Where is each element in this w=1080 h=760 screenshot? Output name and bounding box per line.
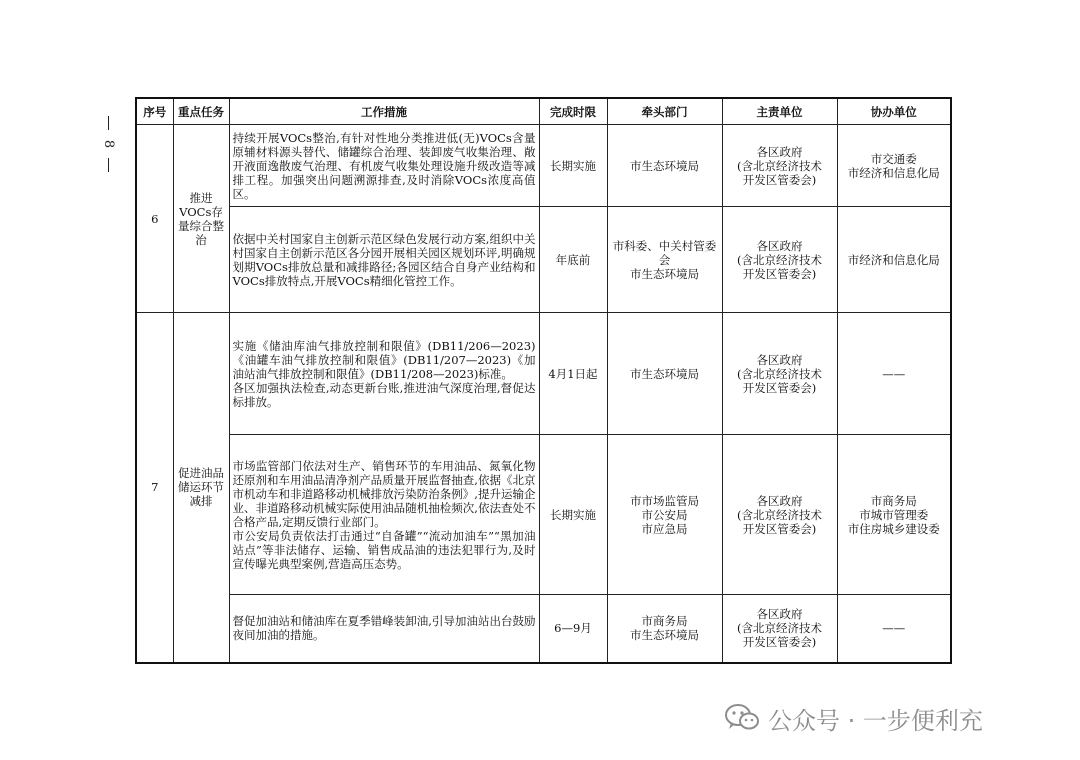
work-measure — [229, 595, 539, 663]
assisting-unit — [837, 435, 951, 595]
table-row — [136, 313, 951, 435]
main-line: 各区政府 — [756, 607, 803, 622]
measure-paragraph: 市场监管部门依法对生产、销售环节的车用油品、氮氧化物还原剂和车用油品清净剂产品质量开展监督抽查,依据《北京市机动车和非道路移动机械排放污染防治条例》,提升运输企业、非道路移动机械实际使用油品随机抽检频次,依法查处不合格产品,定期反馈行业部门。 — [232, 458, 536, 529]
assisting-unit — [837, 207, 951, 313]
table-row — [136, 125, 951, 207]
wechat-icon — [724, 703, 760, 733]
main-line: 各区政府 — [756, 493, 803, 508]
main-line: (含北京经济技术 — [737, 621, 822, 636]
main-line: 各区政府 — [756, 144, 803, 159]
lead-department — [607, 595, 722, 663]
main-line: 开发区管委会) — [742, 635, 817, 650]
assist-line: —— — [882, 621, 906, 636]
header-cell: 主责单位 — [722, 98, 837, 125]
main-unit — [722, 125, 837, 207]
assist-line: 市经济和信息化局 — [847, 165, 940, 180]
lead-line: 市市场监管局 — [630, 493, 699, 508]
table-row — [136, 207, 951, 313]
row-number: 6 — [136, 125, 173, 313]
header-cell: 工作措施 — [229, 98, 539, 125]
table-row — [136, 435, 951, 595]
lead-line: 市生态环境局 — [630, 366, 699, 381]
measure-paragraph: 实施《储油库油气排放控制和限值》(DB11/206—2023)《油罐车油气排放控制和限值》(DB11/207—2023)《加油站油气排放控制和限值》(DB11/208—2023)标准。 — [232, 338, 536, 381]
key-task: 促进油品储运环节减排 — [173, 313, 229, 663]
deadline: 6—9月 — [539, 595, 607, 663]
assisting-unit — [837, 313, 951, 435]
lead-department — [607, 207, 722, 313]
measure-paragraph: 市公安局负责依法打击通过“自备罐”“流动加油车”“黑加油站点”等非法储存、运输、销售成品油的违法犯罪行为,及时宣传曝光典型案例,营造高压态势。 — [232, 528, 536, 571]
row-number: 7 — [136, 313, 173, 663]
main-line: 各区政府 — [756, 352, 803, 367]
work-measure — [229, 313, 539, 435]
assist-line: —— — [882, 366, 906, 381]
deadline: 4月1日起 — [539, 313, 607, 435]
header-cell: 牵头部门 — [607, 98, 722, 125]
header-cell: 重点任务 — [173, 98, 229, 125]
main-unit — [722, 207, 837, 313]
lead-line: 市生态环境局 — [630, 628, 699, 643]
main-line: (含北京经济技术 — [737, 366, 822, 381]
assist-line: 市商务局 — [870, 493, 917, 508]
deadline: 年底前 — [539, 207, 607, 313]
main-line: 各区政府 — [756, 238, 803, 253]
lead-department — [607, 125, 722, 207]
deadline: 长期实施 — [539, 435, 607, 595]
measure-paragraph: 各区加强执法检查,动态更新台账,推进油气深度治理,督促达标排放。 — [232, 380, 536, 409]
deadline: 长期实施 — [539, 125, 607, 207]
main-line: 开发区管委会) — [742, 172, 817, 187]
lead-department — [607, 435, 722, 595]
page-number — [100, 116, 116, 172]
header-cell: 协办单位 — [837, 98, 951, 125]
assisting-unit — [837, 595, 951, 663]
lead-line: 市商务局 — [641, 614, 688, 629]
main-line: (含北京经济技术 — [737, 158, 822, 173]
measure-paragraph: 持续开展VOCs整治,有针对性地分类推进低(无)VOCs含量原辅材料源头替代、储罐综合治理、装卸废气收集治理、敞开液面逸散废气治理、有机废气收集处理设施升级改造等减排工程。加强突出问题溯源排查,及时消除VOCs浓度高值区。 — [232, 130, 536, 201]
watermark-text: 公众号 · 一步便利充 — [768, 706, 983, 735]
lead-department — [607, 313, 722, 435]
measure-paragraph: 督促加油站和储油库在夏季错峰装卸油,引导加油站出台鼓励夜间加油的措施。 — [232, 614, 536, 643]
main-line: (含北京经济技术 — [737, 507, 822, 522]
assist-line: 市经济和信息化局 — [847, 252, 940, 267]
measures-table — [135, 97, 952, 664]
main-line: (含北京经济技术 — [737, 252, 822, 267]
table-row — [136, 595, 951, 663]
header-cell: 序号 — [136, 98, 173, 125]
table-header-row — [136, 98, 951, 125]
assist-line: 市住房城乡建设委 — [847, 521, 940, 536]
lead-line: 市科委、中关村管委会 — [612, 238, 717, 267]
lead-line: 市生态环境局 — [630, 158, 699, 173]
assisting-unit — [837, 125, 951, 207]
key-task: 推进VOCs存量综合整治 — [173, 125, 229, 313]
main-line: 开发区管委会) — [742, 380, 817, 395]
work-measure — [229, 125, 539, 207]
lead-line: 市应急局 — [641, 521, 688, 536]
main-line: 开发区管委会) — [742, 521, 817, 536]
main-unit — [722, 435, 837, 595]
assist-line: 市交通委 — [870, 151, 917, 166]
measure-paragraph: 依据中关村国家自主创新示范区绿色发展行动方案,组织中关村国家自主创新示范区各分园开展相关园区规划环评,明确规划期VOCs排放总量和减排路径;各园区结合自身产业结构和VOCs排放特点,开展VOCs精细化管控工作。 — [232, 231, 536, 288]
watermark — [724, 700, 983, 736]
assist-line: 市城市管理委 — [859, 507, 929, 522]
work-measure — [229, 207, 539, 313]
main-unit — [722, 595, 837, 663]
work-measure — [229, 435, 539, 595]
main-line: 开发区管委会) — [742, 266, 817, 281]
header-cell: 完成时限 — [539, 98, 607, 125]
lead-line: 市公安局 — [641, 507, 688, 522]
page-number-digit: 8 — [101, 139, 116, 149]
main-unit — [722, 313, 837, 435]
lead-line: 市生态环境局 — [630, 266, 699, 281]
